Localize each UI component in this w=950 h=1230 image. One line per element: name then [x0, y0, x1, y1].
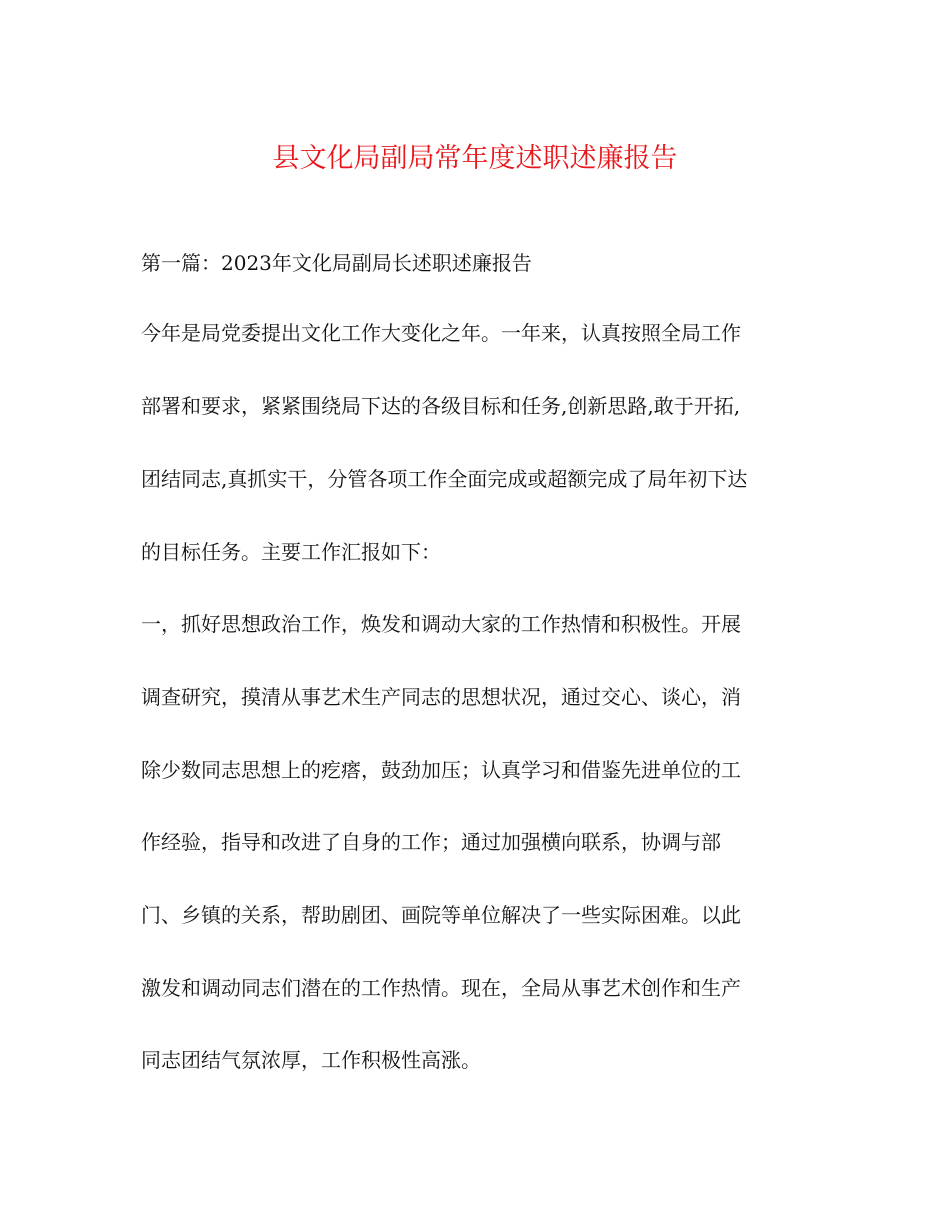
paragraph-line: 激发和调动同志们潜在的工作热情。现在，全局从事艺术创作和生产: [141, 976, 741, 1000]
paragraph-line: 一，抓好思想政治工作，焕发和调动大家的工作热情和积极性。开展: [141, 612, 741, 636]
paragraph-line: 门、乡镇的关系，帮助剧团、画院等单位解决了一些实际困难。以此: [141, 903, 741, 927]
paragraph-line: 部署和要求，紧紧围绕局下达的各级目标和任务,创新思路,敢于开拓,: [141, 394, 741, 418]
paragraph-line: 除少数同志思想上的疙瘩，鼓劲加压；认真学习和借鉴先进单位的工: [141, 758, 741, 782]
paragraph-line: 今年是局党委提出文化工作大变化之年。一年来，认真按照全局工作: [141, 321, 741, 345]
paragraph-line: 作经验，指导和改进了自身的工作；通过加强横向联系，协调与部: [141, 830, 721, 854]
paragraph-line: 的目标任务。主要工作汇报如下：: [141, 540, 441, 564]
paragraph-line: 同志团结气氛浓厚，工作积极性高涨。: [141, 1048, 481, 1072]
section-heading: 第一篇：2023年文化局副局长述职述廉报告: [141, 251, 532, 275]
document-title: 县文化局副局常年度述职述廉报告: [272, 143, 678, 174]
paragraph-line: 调查研究，摸清从事艺术生产同志的思想状况，通过交心、谈心，消: [141, 685, 741, 709]
paragraph-line: 团结同志,真抓实干，分管各项工作全面完成或超额完成了局年初下达: [141, 467, 748, 491]
